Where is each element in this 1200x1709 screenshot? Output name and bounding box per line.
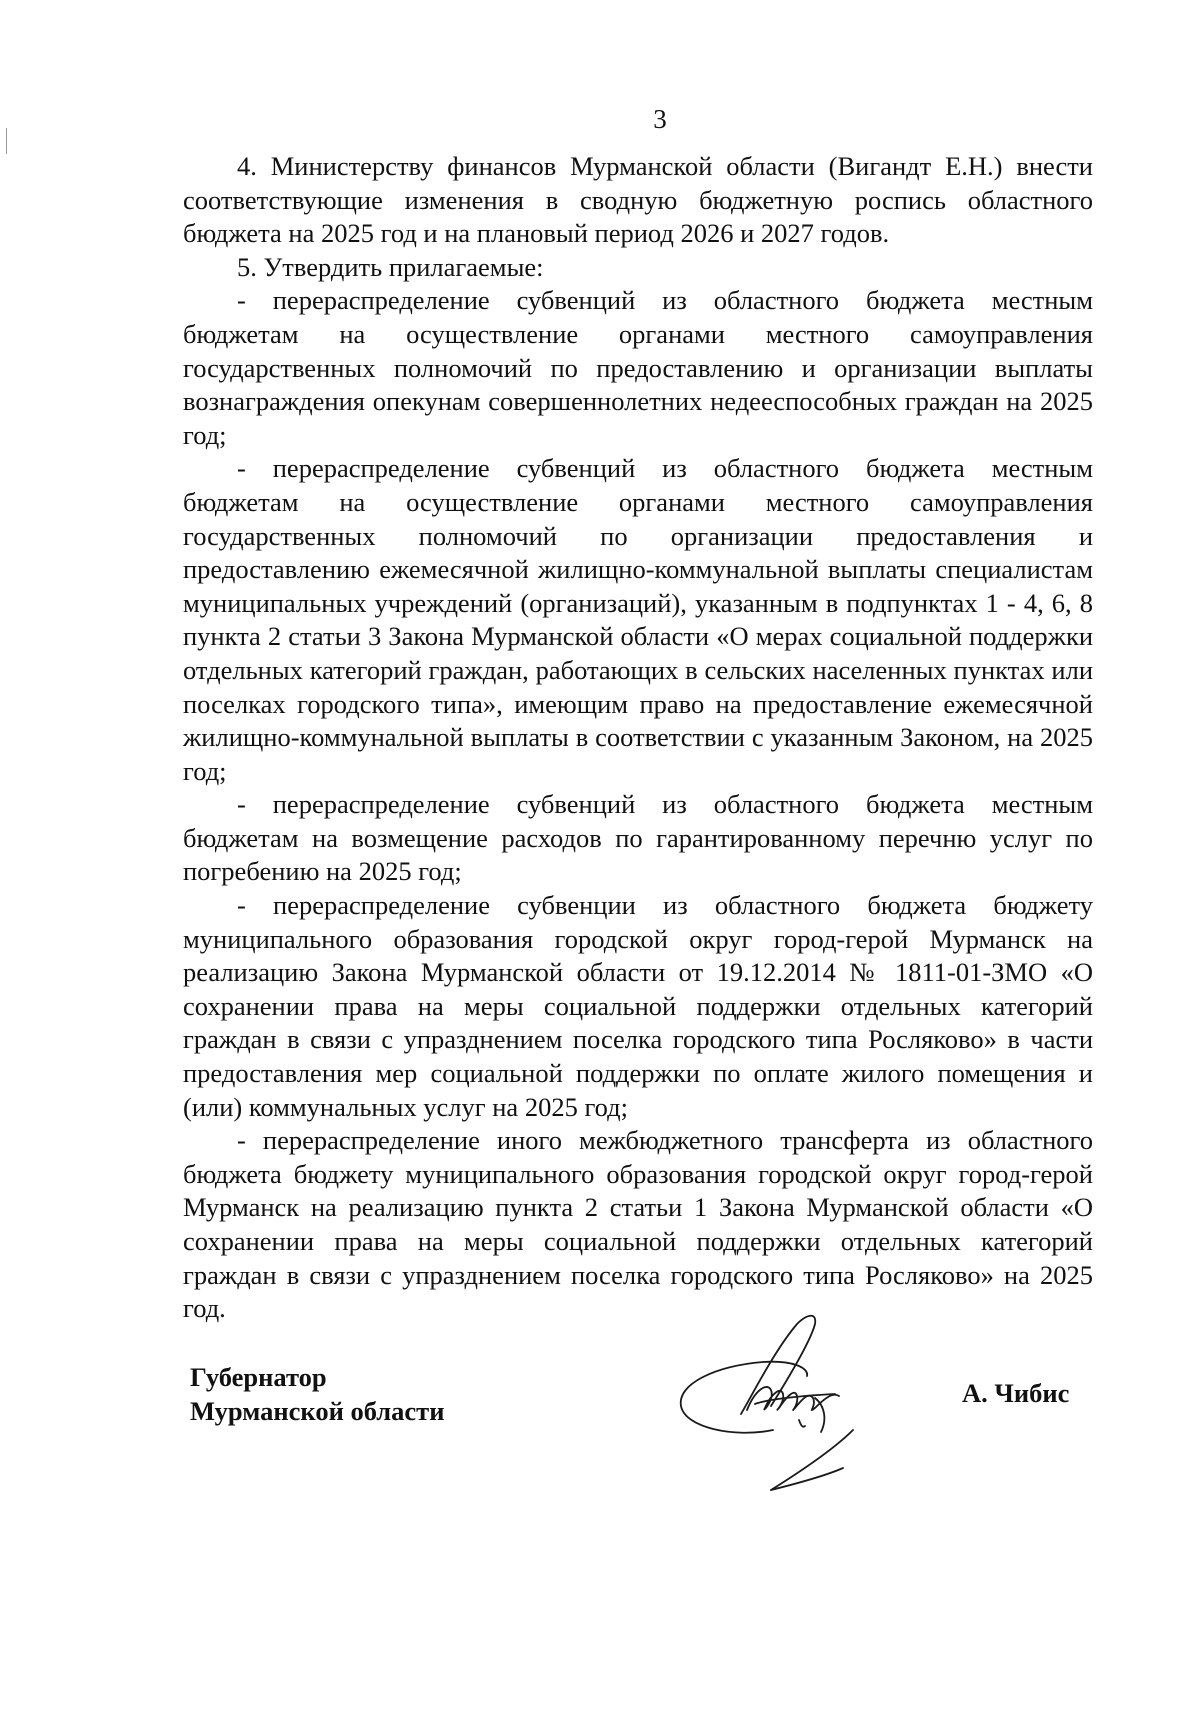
signatory-title <box>190 1360 444 1428</box>
signatory-title-line2: Мурманской области <box>190 1396 445 1426</box>
page-number: 3 <box>653 104 667 134</box>
paragraph-approval-roslyakovo-subvention: - перераспределение субвенции из областного бюджета бюджету муниципального образования городской округ город-герой Мурманск на реализацию Закона Мурманской области от 19.12.2014 № 1811-01-ЗМО «О сохранении права на меры социальной поддержки отдельных категорий граждан в связи с упразднением поселка городского типа Росляково» в части предоставления мер социальной поддержки по оплате жилого помещения и (или) коммунальных услуг на 2025 год; <box>183 890 1093 1122</box>
signatory-name: А. Чибис <box>962 1378 1070 1408</box>
paragraph-approval-housing-payment: - перераспределение субвенций из областного бюджета местным бюджетам на осуществление органами местного самоуправления государственных полномочий по организации предоставления и предоставлению ежемесячной жилищно-коммунальной выплаты специалистам муниципальных учреждений (организаций), указанным в подпунктах 1 - 4, 6, 8 пункта 2 статьи 3 Закона Мурманской области «О мерах социальной поддержки отдельных категорий граждан, работающих в сельских населенных пунктах или поселках городского типа», имеющим право на предоставление ежемесячной жилищно-коммунальной выплаты в соответствии с указанным Законом, на 2025 год; <box>183 453 1093 786</box>
paragraph-item-5: 5. Утвердить прилагаемые: <box>237 251 544 282</box>
signature-block <box>190 1360 1100 1540</box>
paragraph-approval-guardians: - перераспределение субвенций из областного бюджета местным бюджетам на осуществление органами местного самоуправления государственных полномочий по предоставлению и организации выплаты вознаграждения опекунам совершеннолетних недееспособных граждан на 2025 год; <box>183 285 1093 450</box>
paragraph-approval-roslyakovo-transfer: - перераспределение иного межбюджетного трансферта из областного бюджета бюджету муниципального образования городской округ город-герой Мурманск на реализацию пункта 2 статьи 1 Закона Мурманской области «О сохранении права на меры социальной поддержки отдельных категорий граждан в связи с упразднением поселка городского типа Росляково» на 2025 год. <box>183 1125 1093 1324</box>
document-body <box>183 150 1093 1326</box>
signatory-title-line1: Губернатор <box>190 1362 327 1392</box>
paragraph-item-4: 4. Министерству финансов Мурманской области (Вигандт Е.Н.) внести соответствующие изменения в сводную бюджетную роспись областного бюджета на 2025 год и на плановый период 2026 и 2027 годов. <box>183 151 1093 249</box>
handwritten-signature <box>675 1310 905 1500</box>
paragraph-approval-burial: - перераспределение субвенций из областного бюджета местным бюджетам на возмещение расходов по гарантированному перечню услуг по погребению на 2025 год; <box>183 789 1093 887</box>
